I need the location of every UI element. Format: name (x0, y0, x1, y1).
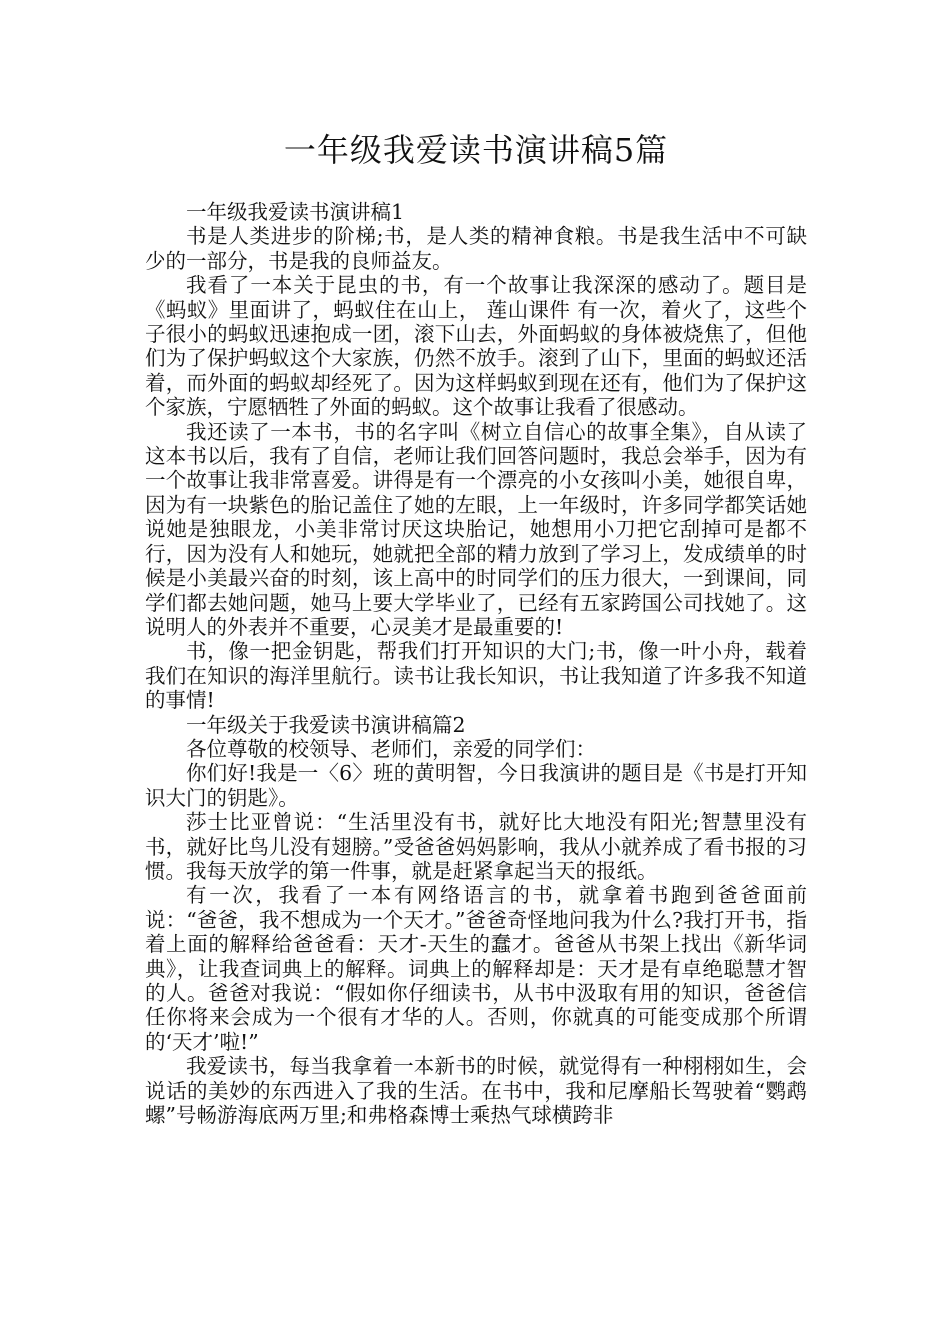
section-heading: 一年级我爱读书演讲稿1 (186, 200, 405, 224)
paragraph: 书，像一把金钥匙，帮我们打开知识的大门;书，像一叶小舟，载着我们在知识的海洋里航行。读书让我长知识，书让我知道了许多我不知道的事情! (145, 639, 807, 713)
section-heading: 一年级关于我爱读书演讲稿篇2 (186, 712, 466, 737)
paragraph: 我看了一本关于昆虫的书，有一个故事让我深深的感动了。题目是《蚂蚁》里面讲了，蚂蚁住在山上， 莲山课件 有一次，着火了，这些个子很小的蚂蚁迅速抱成一团，滚下山去，外面蚂蚁的身体被烧焦了，但他们为了保护蚂蚁这个大家族，仍然不放手。滚到了山下，里面的蚂蚁还活着，而外面的蚂蚁却经死了。因为这样蚂蚁到现在还有，他们为了保护这个家族，宁愿牺牲了外面的蚂蚁。这个故事让我看了很感动。 (145, 273, 807, 420)
paragraph: 书是人类进步的阶梯;书，是人类的精神食粮。书是我生活中不可缺少的一部分，书是我的良师益友。 (145, 224, 807, 273)
paragraph: 我爱读书，每当我拿着一本新书的时候，就觉得有一种栩栩如生，会说话的美妙的东西进入了我的生活。在书中，我和尼摩船长驾驶着“鹦鹉螺”号畅游海底两万里;和弗格森博士乘热气球横跨非 (145, 1054, 807, 1128)
paragraph: 莎士比亚曾说：“生活里没有书，就好比大地没有阳光;智慧里没有书，就好比鸟儿没有翅膀。”受爸爸妈妈影响，我从小就养成了看书报的习惯。我每天放学的第一件事，就是赶紧拿起当天的报纸。 (145, 810, 807, 883)
paragraph: 有一次，我看了一本有网络语言的书，就拿着书跑到爸爸面前说：“爸爸，我不想成为一个天才。”爸爸奇怪地问我为什么?我打开书，指着上面的解释给爸爸看：天才-天生的蠢才。爸爸从书架上找出《新华词典》，让我查词典上的解释。词典上的解释却是：天才是有卓绝聪慧才智的人。爸爸对我说：“假如你仔细读书，从书中汲取有用的知识，爸爸信任你将来会成为一个很有才华的人。否则，你就真的可能变成那个所谓的‘天才’啦!” (145, 883, 807, 1054)
document-title: 一年级我爱读书演讲稿5篇 (283, 131, 669, 169)
paragraph: 各位尊敬的校领导、老师们，亲爱的同学们： (186, 736, 596, 761)
paragraph: 我还读了一本书，书的名字叫《树立自信心的故事全集》，自从读了这本书以后，我有了自信，老师让我们回答问题时，我总会举手，因为有一个故事让我非常喜爱。讲得是有一个漂亮的小女孩叫小美，她很自卑，因为有一块紫色的胎记盖住了她的左眼，上一年级时，许多同学都笑话她说她是独眼龙，小美非常讨厌这块胎记，她想用小刀把它刮掉可是都不行，因为没有人和她玩，她就把全部的精力放到了学习上，发成绩单的时候是小美最兴奋的时刻，该上高中的时同学们的压力很大，一到课间，同学们都去她问题，她马上要大学毕业了，已经有五家跨国公司找她了。这说明人的外表并不重要，心灵美才是最重要的! (145, 419, 807, 639)
document-page (145, 124, 807, 1127)
paragraph: 你们好!我是一〈6〉班的黄明智，今日我演讲的题目是《书是打开知识大门的钥匙》。 (145, 761, 807, 810)
